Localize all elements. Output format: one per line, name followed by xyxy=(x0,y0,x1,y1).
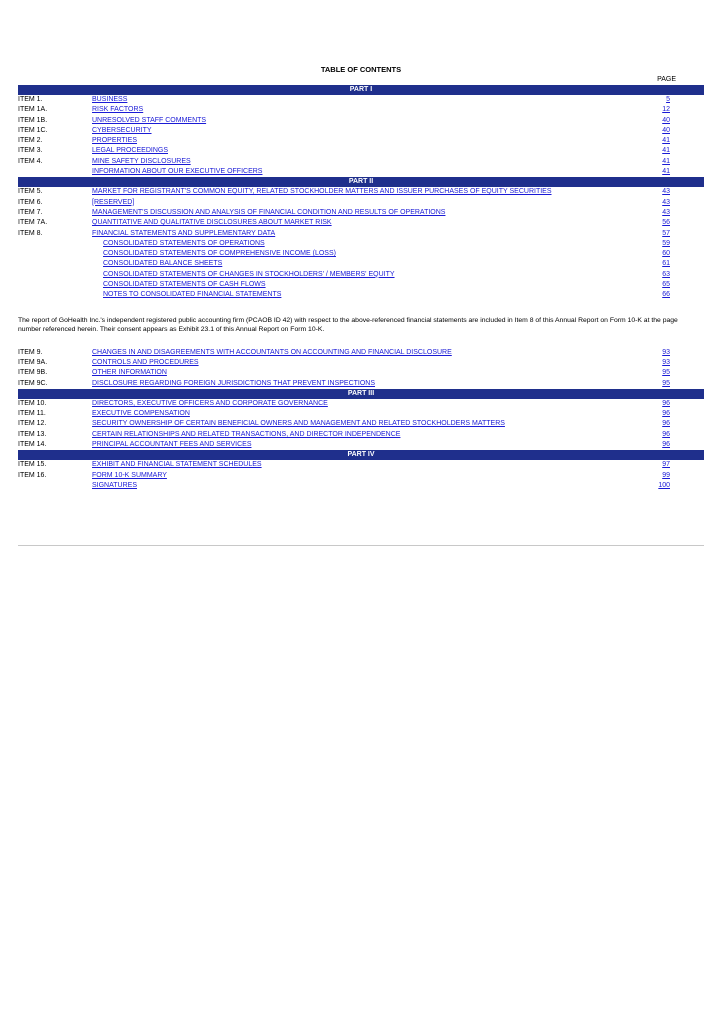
toc-row xyxy=(18,358,704,368)
toc-link[interactable]: CHANGES IN AND DISAGREEMENTS WITH ACCOUNTANTS ON ACCOUNTING AND FINANCIAL DISCLOSURE xyxy=(92,348,452,356)
item-number: ITEM 1A. xyxy=(18,106,48,114)
page-number-link[interactable]: 43 xyxy=(662,198,670,206)
item-number: ITEM 14. xyxy=(18,441,47,449)
toc-link[interactable]: BUSINESS xyxy=(92,96,128,103)
toc-row xyxy=(18,259,704,269)
page-number-link[interactable]: 95 xyxy=(662,379,670,387)
toc-link[interactable]: INFORMATION ABOUT OUR EXECUTIVE OFFICERS xyxy=(92,168,263,176)
item-number: ITEM 13. xyxy=(18,430,47,438)
item-number: ITEM 12. xyxy=(18,420,47,428)
item-number: ITEM 9. xyxy=(18,348,43,356)
item-number: ITEM 3. xyxy=(18,147,43,155)
part-2-rows-after xyxy=(18,348,704,389)
toc-link[interactable]: EXECUTIVE COMPENSATION xyxy=(92,410,190,418)
toc-row xyxy=(18,270,704,280)
page-number-link[interactable]: 93 xyxy=(662,348,670,356)
toc-page xyxy=(18,64,704,491)
item-number: ITEM 7A. xyxy=(18,219,48,227)
page-divider xyxy=(18,545,704,546)
toc-row xyxy=(18,126,704,136)
part-1-header: PART I xyxy=(18,85,704,95)
page-number-link[interactable]: 43 xyxy=(662,208,670,216)
part-1-rows xyxy=(18,95,704,177)
part-2-rows xyxy=(18,187,704,238)
toc-row xyxy=(18,348,704,358)
page-number-link[interactable]: 93 xyxy=(662,358,670,366)
toc-link[interactable]: PROPERTIES xyxy=(92,137,137,145)
toc-link[interactable]: CONTROLS AND PROCEDURES xyxy=(92,358,199,366)
page-number-link[interactable]: 96 xyxy=(662,441,670,449)
toc-row xyxy=(18,481,704,491)
page-number-link[interactable]: 99 xyxy=(662,471,670,479)
part-2-header: PART II xyxy=(18,177,704,187)
toc-link[interactable]: DISCLOSURE REGARDING FOREIGN JURISDICTIONS THAT PREVENT INSPECTIONS xyxy=(92,379,376,387)
part-4-header: PART IV xyxy=(18,450,704,460)
page-number-link[interactable]: 96 xyxy=(662,430,670,438)
toc-row xyxy=(18,157,704,167)
page-number-link[interactable]: 41 xyxy=(662,147,670,155)
item-number: ITEM 2. xyxy=(18,137,43,145)
toc-link[interactable]: [RESERVED] xyxy=(92,198,135,206)
toc-link[interactable]: CONSOLIDATED STATEMENTS OF OPERATIONS xyxy=(103,239,265,247)
page-number-link[interactable]: 41 xyxy=(662,157,670,165)
page-number-link[interactable]: 100 xyxy=(658,481,670,489)
toc-link[interactable]: RISK FACTORS xyxy=(92,106,144,114)
toc-row xyxy=(18,136,704,146)
page-number-link[interactable]: 60 xyxy=(662,250,670,258)
page-number-link[interactable]: 59 xyxy=(662,239,670,247)
item-number: ITEM 5. xyxy=(18,188,43,196)
toc-row xyxy=(18,440,704,450)
page-number-link[interactable]: 12 xyxy=(662,106,670,114)
page-number-link[interactable]: 66 xyxy=(662,291,670,299)
toc-link[interactable]: NOTES TO CONSOLIDATED FINANCIAL STATEMENTS xyxy=(103,291,282,299)
page-number-link[interactable]: 41 xyxy=(662,137,670,145)
toc-row xyxy=(18,430,704,440)
page-column-header: PAGE xyxy=(657,76,676,83)
page-number-link[interactable]: 40 xyxy=(662,126,670,134)
page-number-link[interactable]: 65 xyxy=(662,281,670,289)
item-number: ITEM 11. xyxy=(18,410,46,418)
item-number: ITEM 6. xyxy=(18,198,43,206)
toc-link[interactable]: CONSOLIDATED STATEMENTS OF COMPREHENSIVE INCOME (LOSS) xyxy=(103,250,336,258)
toc-link[interactable]: PRINCIPAL ACCOUNTANT FEES AND SERVICES xyxy=(92,441,252,449)
part-3-header: PART III xyxy=(18,389,704,399)
page-number-link[interactable]: 5 xyxy=(666,96,670,103)
part-2-sub-rows xyxy=(18,239,704,301)
page-number-link[interactable]: 96 xyxy=(662,410,670,418)
toc-row xyxy=(18,95,704,105)
item-number: ITEM 16. xyxy=(18,471,47,479)
toc-row xyxy=(18,379,704,389)
part-3-rows xyxy=(18,399,704,450)
toc-row xyxy=(18,409,704,419)
item-number: ITEM 8. xyxy=(18,229,43,237)
toc-row xyxy=(18,116,704,126)
toc-row xyxy=(18,290,704,300)
toc-link[interactable]: DIRECTORS, EXECUTIVE OFFICERS AND CORPORATE GOVERNANCE xyxy=(92,399,328,407)
page-number-link[interactable]: 96 xyxy=(662,399,670,407)
toc-row xyxy=(18,280,704,290)
toc-row xyxy=(18,399,704,409)
item-number: ITEM 9C. xyxy=(18,379,48,387)
page-number-link[interactable]: 97 xyxy=(662,461,670,469)
item-number: ITEM 1. xyxy=(18,96,43,103)
toc-link[interactable]: CERTAIN RELATIONSHIPS AND RELATED TRANSACTIONS, AND DIRECTOR INDEPENDENCE xyxy=(92,430,401,438)
toc-link[interactable]: UNRESOLVED STAFF COMMENTS xyxy=(92,116,207,124)
item-number: ITEM 9B. xyxy=(18,369,48,377)
toc-link[interactable]: CONSOLIDATED STATEMENTS OF CASH FLOWS xyxy=(103,281,266,289)
toc-link[interactable]: CYBERSECURITY xyxy=(92,126,152,134)
toc-row xyxy=(18,249,704,259)
auditor-note: The report of GoHealth Inc.'s independent registered public accounting firm (PCAOB ID 42) with respect to the above-referenced financial statements are included in Item 8 of this Annual Report on Form 10-K at the page number referenced herein. Their consent appears as Exhibit 23.1 of this Annual Report on Form 10-K. xyxy=(18,316,678,333)
toc-row xyxy=(18,187,704,197)
toc-link[interactable]: MANAGEMENT'S DISCUSSION AND ANALYSIS OF FINANCIAL CONDITION AND RESULTS OF OPERATIONS xyxy=(92,208,446,216)
item-number: ITEM 4. xyxy=(18,157,43,165)
toc-link[interactable]: FINANCIAL STATEMENTS AND SUPPLEMENTARY DATA xyxy=(92,229,276,237)
toc-title: TABLE OF CONTENTS xyxy=(320,65,402,74)
part-4-rows xyxy=(18,460,704,491)
page-number-link[interactable]: 40 xyxy=(662,116,670,124)
toc-link[interactable]: EXHIBIT AND FINANCIAL STATEMENT SCHEDULES xyxy=(92,461,262,469)
toc-link[interactable]: LEGAL PROCEEDINGS xyxy=(92,147,168,155)
toc-link[interactable]: MINE SAFETY DISCLOSURES xyxy=(92,157,191,165)
item-number: ITEM 10. xyxy=(18,399,47,407)
item-number: ITEM 15. xyxy=(18,461,47,469)
item-number: ITEM 1B. xyxy=(18,116,48,124)
toc-link[interactable]: MARKET FOR REGISTRANT'S COMMON EQUITY, RELATED STOCKHOLDER MATTERS AND ISSUER PURCHASES OF EQUITY SECURITIES xyxy=(92,188,552,196)
page-number-link[interactable]: 96 xyxy=(662,420,670,428)
toc-row xyxy=(18,218,704,228)
toc-row xyxy=(18,208,704,218)
toc-link[interactable]: SECURITY OWNERSHIP OF CERTAIN BENEFICIAL OWNERS AND MANAGEMENT AND RELATED STOCKHOLDERS MATTERS xyxy=(92,420,505,428)
page-number-link[interactable]: 63 xyxy=(662,270,670,278)
toc-link[interactable]: SIGNATURES xyxy=(92,481,137,489)
toc-row xyxy=(18,146,704,156)
toc-row xyxy=(18,460,704,470)
page-number-link[interactable]: 57 xyxy=(662,229,670,237)
page-number-link[interactable]: 41 xyxy=(662,168,670,176)
toc-row xyxy=(18,167,704,177)
page-number-link[interactable]: 56 xyxy=(662,219,670,227)
toc-link[interactable]: OTHER INFORMATION xyxy=(92,369,167,377)
toc-row xyxy=(18,419,704,429)
toc-row xyxy=(18,239,704,249)
toc-link[interactable]: FORM 10-K SUMMARY xyxy=(92,471,167,479)
toc-row xyxy=(18,368,704,378)
page-number-link[interactable]: 95 xyxy=(662,369,670,377)
item-number: ITEM 7. xyxy=(18,208,43,216)
toc-row xyxy=(18,229,704,239)
toc-link[interactable]: CONSOLIDATED BALANCE SHEETS xyxy=(103,260,223,268)
toc-row xyxy=(18,105,704,115)
page-number-link[interactable]: 43 xyxy=(662,188,670,196)
toc-row xyxy=(18,198,704,208)
toc-link[interactable]: CONSOLIDATED STATEMENTS OF CHANGES IN STOCKHOLDERS' / MEMBERS' EQUITY xyxy=(103,270,395,278)
item-number: ITEM 1C. xyxy=(18,126,48,134)
item-number: ITEM 9A. xyxy=(18,358,48,366)
toc-link[interactable]: QUANTITATIVE AND QUALITATIVE DISCLOSURES ABOUT MARKET RISK xyxy=(92,219,332,227)
toc-row xyxy=(18,471,704,481)
page-number-link[interactable]: 61 xyxy=(662,260,670,268)
